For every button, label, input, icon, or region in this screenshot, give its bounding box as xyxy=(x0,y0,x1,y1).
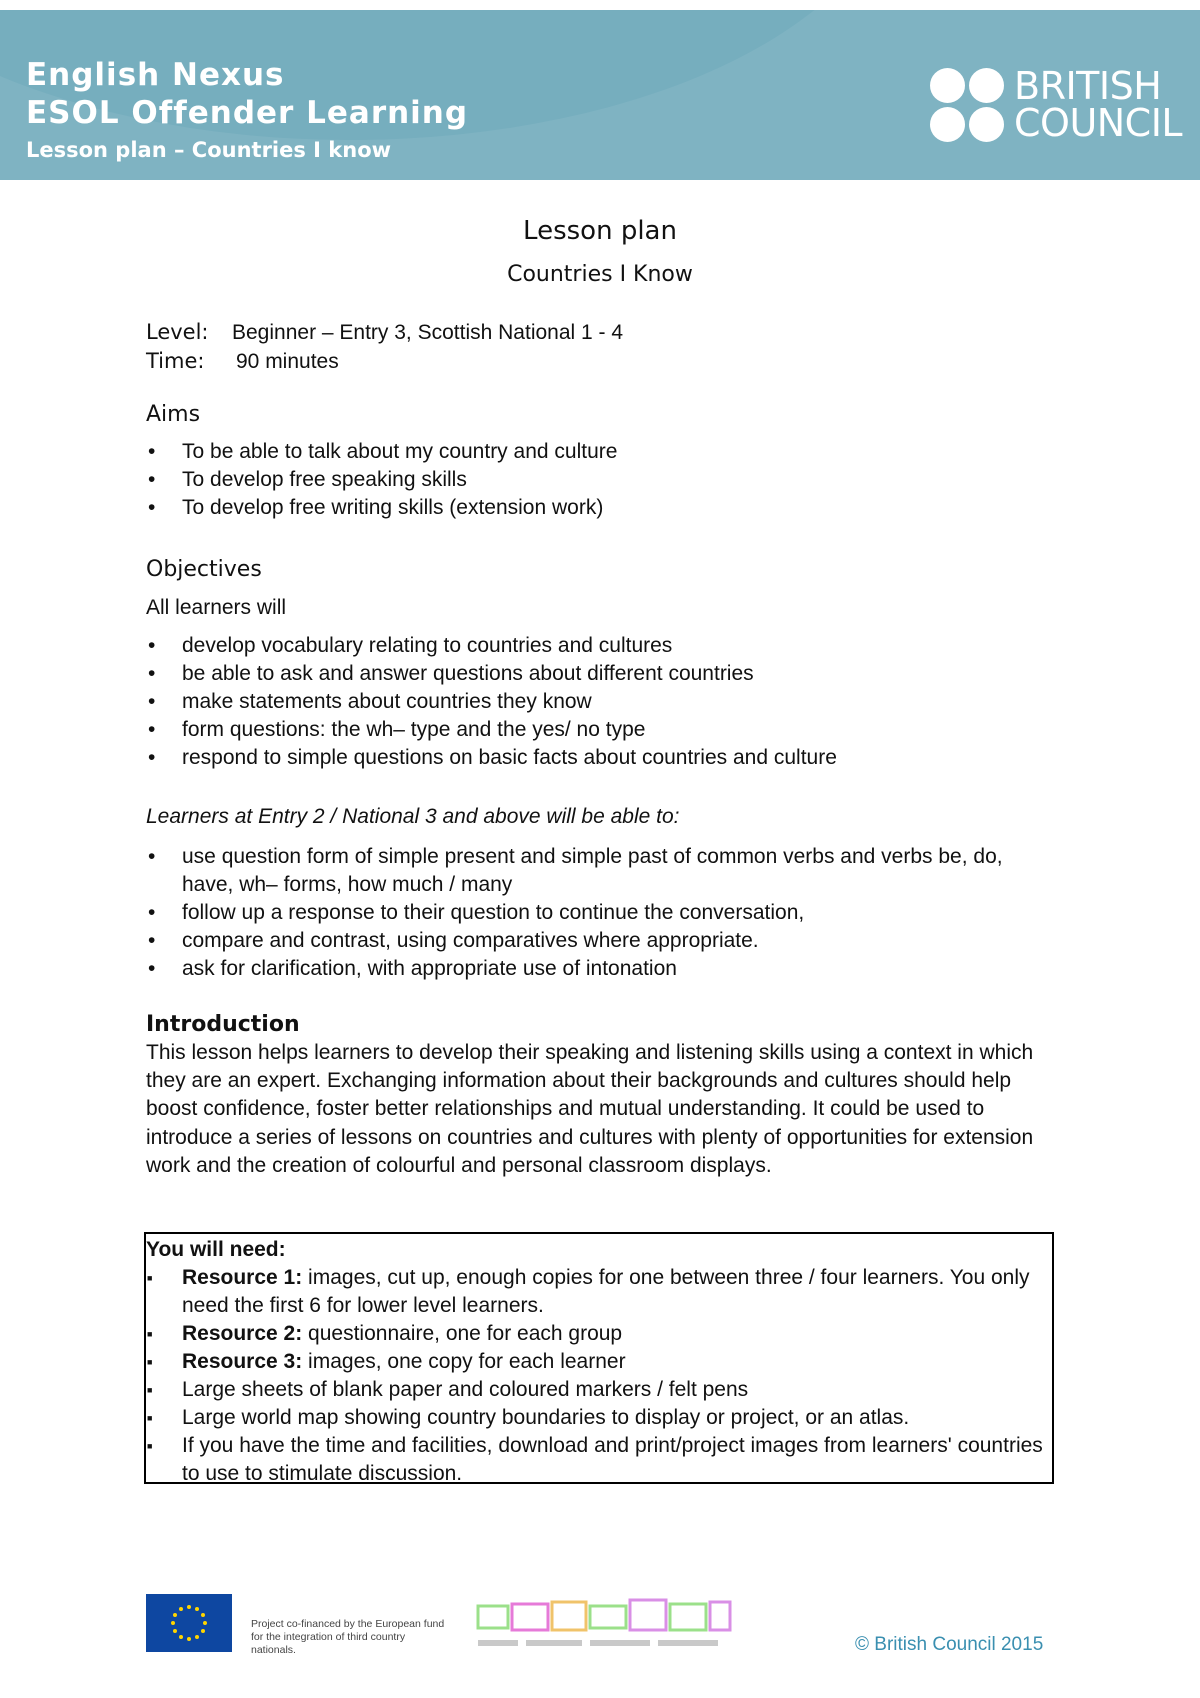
objectives-list xyxy=(146,632,1056,772)
resources-list xyxy=(146,1264,1052,1488)
objectives-heading: Objectives xyxy=(146,557,262,582)
level-value: Beginner – Entry 3, Scottish National 1 - 4 xyxy=(232,321,624,344)
logo-line-1: BRITISH xyxy=(1014,64,1162,108)
objectives-section xyxy=(146,557,1056,772)
british-council-dots-icon xyxy=(930,68,1004,142)
eu-funding-text: Project co-financed by the European fund for the integration of third country nationals. xyxy=(251,1618,445,1656)
header-line-3: Lesson plan – Countries I know xyxy=(26,138,392,162)
list-item: • compare and contrast, using comparatives where appropriate. xyxy=(146,927,1056,955)
list-item: • follow up a response to their question to continue the conversation, xyxy=(146,899,1056,927)
resource-label: Resource 3: xyxy=(182,1350,303,1373)
introduction-section xyxy=(146,1011,1056,1180)
level-label: Level: xyxy=(146,320,209,344)
lesson-meta xyxy=(146,318,1056,376)
time-row xyxy=(146,347,1056,376)
list-item: • ask for clarification, with appropriate use of intonation xyxy=(146,955,1056,983)
list-item: • To develop free writing skills (extension work) xyxy=(146,494,1056,522)
resource-label: Resource 2: xyxy=(182,1322,303,1345)
resource-text: Large sheets of blank paper and coloured markers / felt pens xyxy=(182,1378,749,1401)
you-will-need-heading: You will need: xyxy=(146,1238,286,1261)
list-item: • form questions: the wh– type and the yes/ no type xyxy=(146,716,1056,744)
time-label: Time: xyxy=(146,349,205,373)
list-item xyxy=(146,1264,1052,1320)
header-line-1: English Nexus xyxy=(26,57,285,93)
header-titles xyxy=(26,56,468,168)
logo-line-2: COUNCIL xyxy=(1014,101,1183,145)
aims-list xyxy=(146,438,1056,522)
list-item: • make statements about countries they know xyxy=(146,688,1056,716)
list-item: • respond to simple questions on basic facts about countries and culture xyxy=(146,744,1056,772)
introduction-heading: Introduction xyxy=(146,1012,300,1037)
list-item xyxy=(146,1320,1052,1348)
list-item: • develop vocabulary relating to countries and cultures xyxy=(146,632,1056,660)
objectives-intro: All learners will xyxy=(146,596,287,619)
header-line-2: ESOL Offender Learning xyxy=(26,95,469,131)
document-title: Lesson plan xyxy=(523,216,677,246)
british-council-wordmark xyxy=(1014,64,1183,145)
list-item: • To develop free speaking skills xyxy=(146,466,1056,494)
list-item: • To be able to talk about my country and culture xyxy=(146,438,1056,466)
list-item: • use question form of simple present and simple past of common verbs and verbs be, do, have, wh– forms, how much / many xyxy=(146,843,1056,899)
eu-flag-icon xyxy=(146,1594,232,1652)
esol-logo-icon xyxy=(474,1588,734,1658)
you-will-need-box xyxy=(144,1232,1054,1484)
time-value: 90 minutes xyxy=(236,350,339,373)
higher-level-section xyxy=(146,803,1056,983)
document-subtitle: Countries I Know xyxy=(507,262,693,287)
higher-level-lead: Learners at Entry 2 / National 3 and above will be able to: xyxy=(146,805,680,828)
higher-level-list xyxy=(146,843,1056,983)
list-item xyxy=(146,1432,1052,1488)
resource-text: images, cut up, enough copies for one between three / four learners. You only need the first 6 for lower level learners. xyxy=(182,1266,1030,1317)
list-item xyxy=(146,1404,1052,1432)
copyright-text: © British Council 2015 xyxy=(855,1634,1044,1655)
resource-label: Resource 1: xyxy=(182,1266,303,1289)
list-item xyxy=(146,1376,1052,1404)
list-item xyxy=(146,1348,1052,1376)
introduction-text: This lesson helps learners to develop their speaking and listening skills using a context in which they are an expert. Exchanging information about their backgrounds and cultures should help boost confidence, foster better relationships and mutual understanding. It could be used to introduce a series of lessons on countries and cultures with plenty of opportunities for extension work and the creation of colourful and personal classroom displays. xyxy=(146,1041,1034,1177)
aims-section xyxy=(146,402,1056,522)
british-council-logo xyxy=(930,64,1183,145)
aims-heading: Aims xyxy=(146,402,201,427)
resource-text: images, one copy for each learner xyxy=(302,1350,626,1373)
resource-text: Large world map showing country boundaries to display or project, or an atlas. xyxy=(182,1406,910,1429)
page-header xyxy=(0,10,1200,180)
resource-text: questionnaire, one for each group xyxy=(302,1322,623,1345)
level-row xyxy=(146,318,1056,347)
list-item: • be able to ask and answer questions about different countries xyxy=(146,660,1056,688)
resource-text: If you have the time and facilities, download and print/project images from learners' countries to use to stimulate discussion. xyxy=(182,1434,1043,1485)
